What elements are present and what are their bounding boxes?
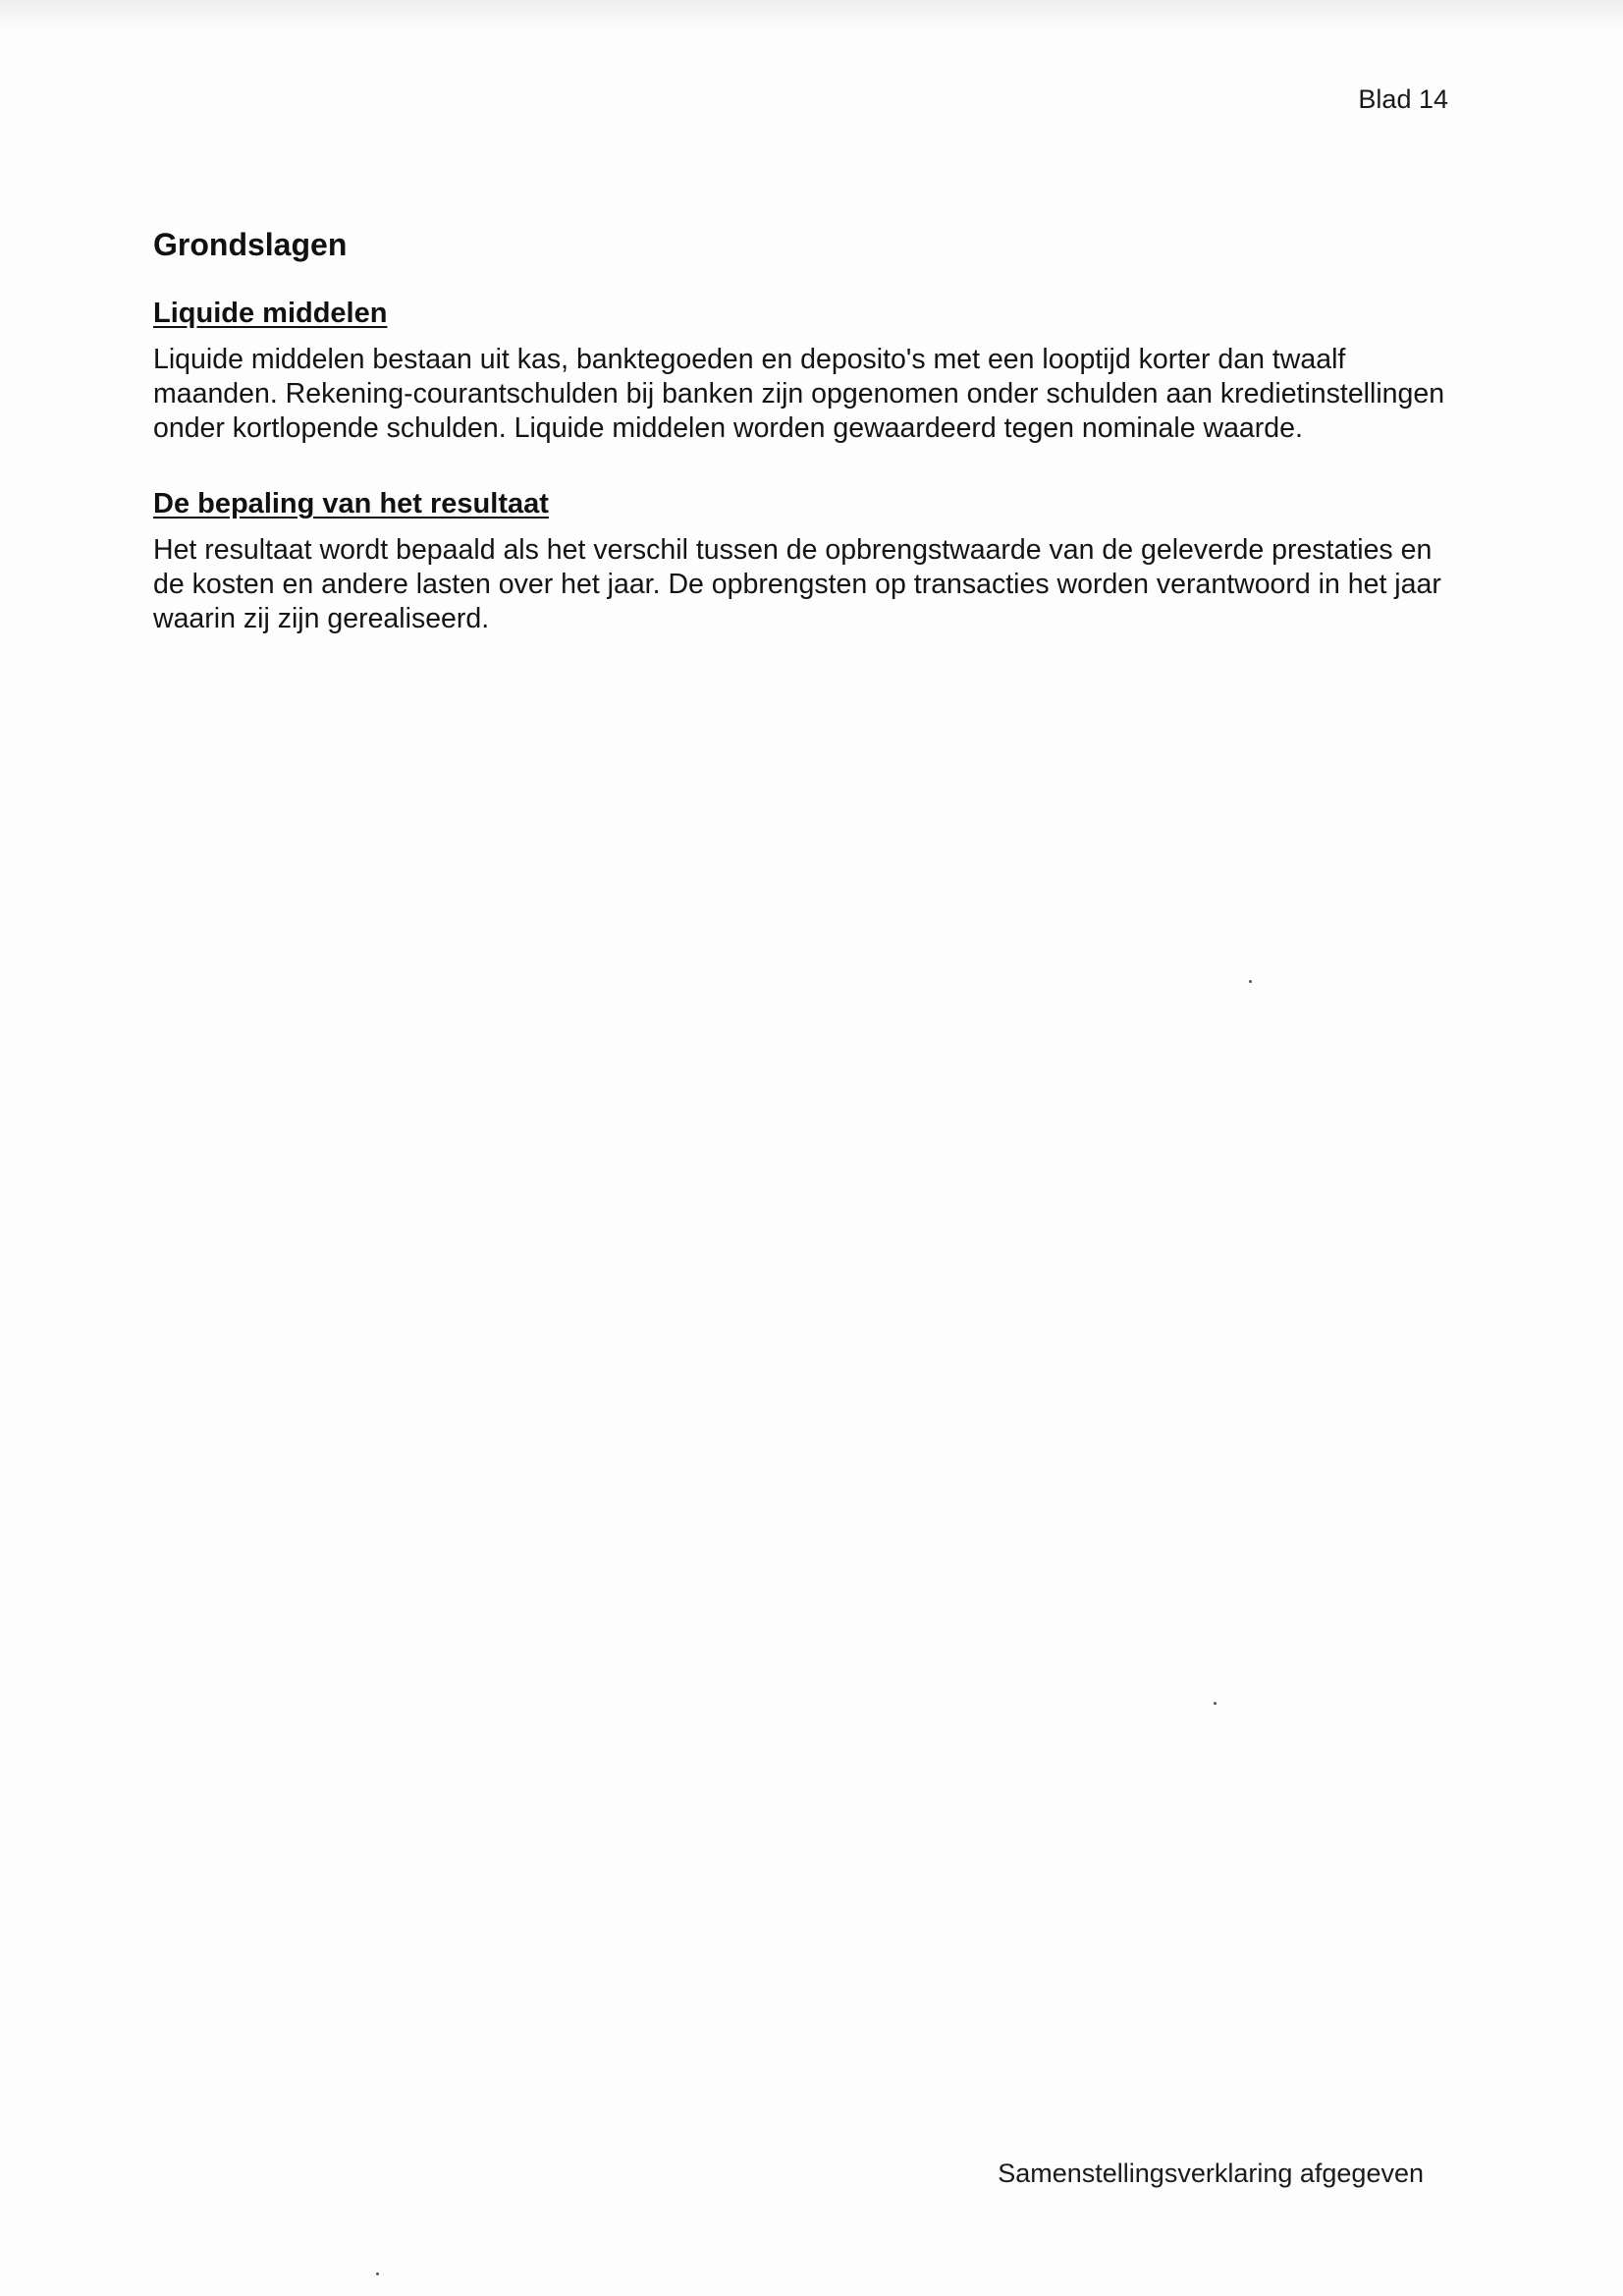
- scan-speck: [376, 2272, 379, 2275]
- section-title: Liquide middelen: [153, 298, 388, 330]
- section-heading: Grondslagen: [153, 227, 348, 262]
- footer-note: Samenstellingsverklaring afgegeven: [998, 2159, 1424, 2188]
- section-body: Liquide middelen bestaan uit kas, banktegoeden en deposito's met een looptijd korter dan twaalf maanden. Rekening-courantschulden bij banken zijn opgenomen onder schulden aan kredietinstellingen onder kortlopende schulden. Liquide middelen worden gewaardeerd tegen nominale waarde.: [153, 344, 1445, 445]
- page-number: Blad 14: [1358, 84, 1448, 114]
- document-content: [153, 226, 1469, 678]
- scan-speck: [1214, 1702, 1217, 1705]
- scan-edge-shadow: [0, 0, 1623, 29]
- section-bepaling-resultaat: [153, 487, 1469, 636]
- scan-speck: [1249, 980, 1252, 983]
- section-body: Het resultaat wordt bepaald als het verschil tussen de opbrengstwaarde van de geleverde prestaties en de kosten en andere lasten over het jaar. De opbrengsten op transacties worden verantwoord in het jaar waarin zij zijn gerealiseerd.: [153, 533, 1441, 634]
- section-liquide-middelen: [153, 297, 1469, 446]
- section-title: De bepaling van het resultaat: [153, 488, 549, 520]
